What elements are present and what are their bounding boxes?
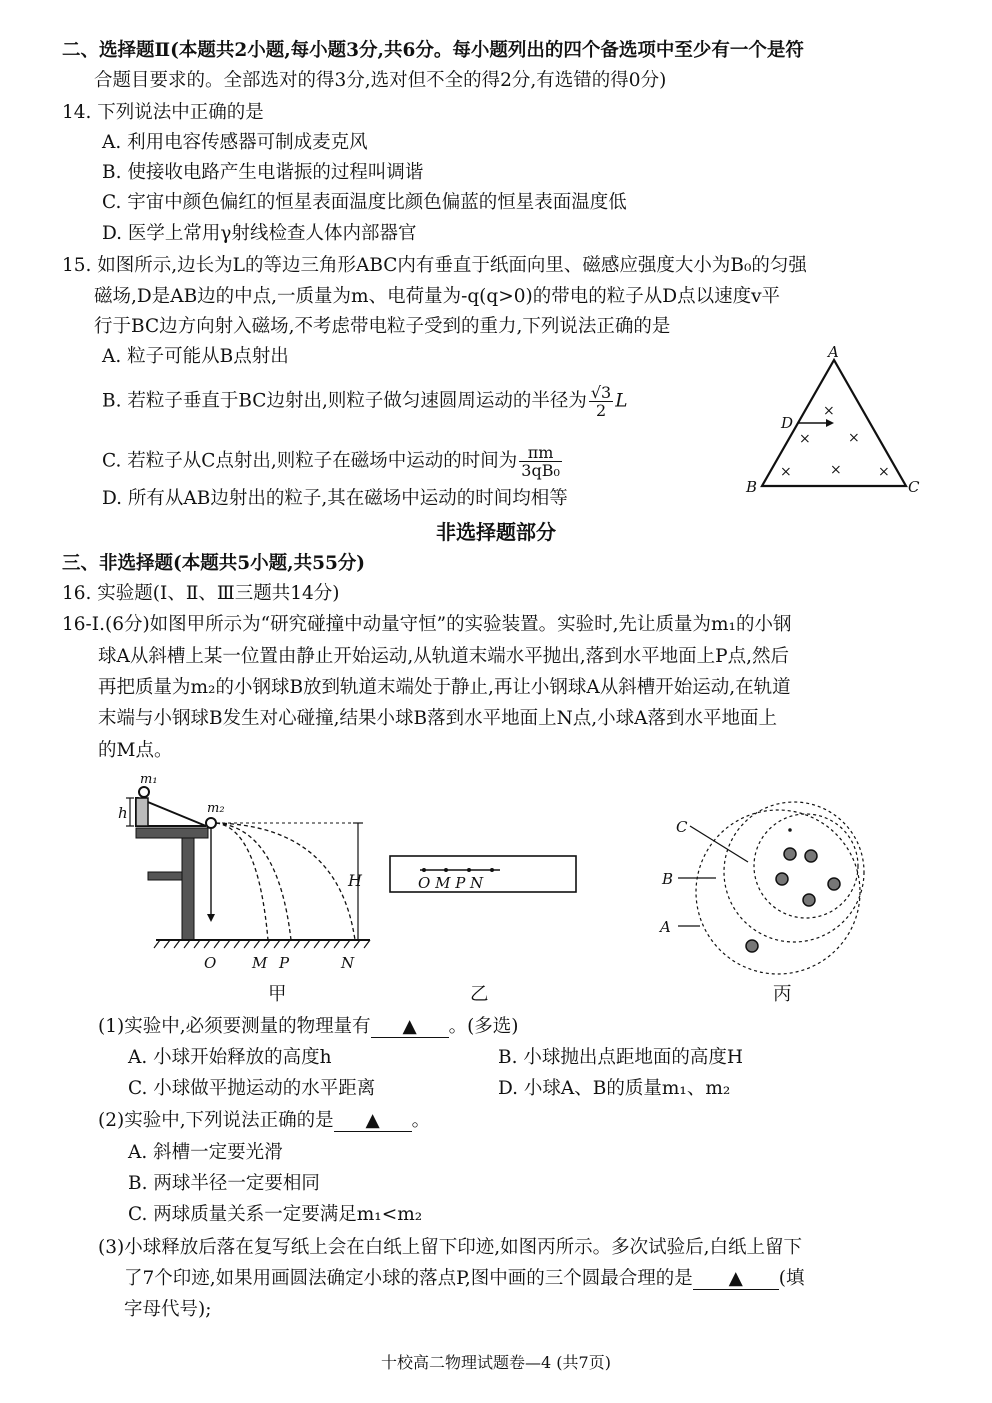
trajectory-p	[216, 823, 291, 940]
label-circle-b: B	[662, 870, 674, 888]
q16-sub2-suffix: 。	[411, 1110, 431, 1131]
triangle-figure	[740, 342, 930, 502]
section2-line2: 合题目要求的。全部选对的得3分,选对但不全的得2分,有选错的得0分)	[94, 70, 667, 91]
q16-para-line1: 16-Ⅰ.(6分)如图甲所示为“研究碰撞中动量守恒”的实验装置。实验时,先让质量为m₁的小钢	[62, 614, 792, 635]
q16-sub2-option-a: A. 斜槽一定要光滑	[128, 1142, 283, 1163]
section3-text: 三、非选择题(本题共5小题,共55分)	[62, 553, 366, 574]
q16-sub1-suffix: 。(多选)	[448, 1016, 519, 1037]
label-m1: m₁	[140, 772, 158, 787]
q16-sub3-suffix: (填	[778, 1268, 805, 1289]
answer-blank-3[interactable]: ▲	[693, 1269, 779, 1290]
q16-sub2-text: (2)实验中,下列说法正确的是	[98, 1110, 334, 1131]
fig-label-b: B	[746, 478, 758, 496]
q15-option-b-suffix: L	[615, 390, 628, 412]
q15-option-b-text: B. 若粒子垂直于BC边射出,则粒子做匀速圆周运动的半径为	[102, 390, 587, 412]
q16-sub1-option-b: B. 小球抛出点距地面的高度H	[498, 1047, 743, 1068]
field-cross: ×	[848, 430, 860, 446]
q16-sub1-text: (1)实验中,必须要测量的物理量有	[98, 1016, 371, 1037]
field-cross: ×	[878, 464, 890, 480]
label-circle-c: C	[676, 818, 688, 836]
q15-option-a: A. 粒子可能从B点射出	[102, 346, 289, 367]
fig-label-d: D	[781, 414, 794, 432]
field-cross: ×	[830, 462, 842, 478]
q16-para-line4: 末端与小钢球B发生对心碰撞,结果小球B落到水平地面上N点,小球A落到水平地面上	[98, 708, 778, 729]
q16-sub3-line3: 字母代号);	[124, 1299, 212, 1320]
q16-sub1	[98, 1014, 519, 1040]
q16-para-line3: 再把质量为m₂的小钢球B放到轨道末端处于静止,再让小钢球A从斜槽开始运动,在轨道	[98, 677, 791, 698]
fig-label-a: A	[828, 343, 839, 361]
part-title: 非选择题部分	[436, 520, 556, 544]
q14-option-a: A. 利用电容传感器可制成麦克风	[102, 132, 368, 153]
q16-sub3-text: 了7个印迹,如果用画圆法确定小球的落点P,图中画的三个圆最合理的是	[124, 1268, 693, 1289]
ball-m2	[206, 818, 216, 828]
q16-sub2	[98, 1108, 430, 1134]
answer-blank-2[interactable]: ▲	[334, 1111, 412, 1132]
q15-option-c	[102, 444, 564, 479]
caption-bing: 丙	[773, 984, 792, 1005]
figure-jia-apparatus	[108, 768, 378, 978]
q16-title: 16. 实验题(Ⅰ、Ⅱ、Ⅲ三题共14分)	[62, 583, 340, 604]
field-cross: ×	[799, 431, 811, 447]
figure-bing-circles	[656, 792, 886, 982]
q15-option-b	[102, 384, 628, 419]
trajectory-n	[216, 823, 355, 940]
label-m2: m₂	[207, 801, 225, 816]
fig-label-c: C	[908, 478, 920, 496]
q15-line3: 行于BC边方向射入磁场,不考虑带电粒子受到的重力,下列说法正确的是	[94, 316, 671, 337]
q15-option-c-numerator: πm	[519, 444, 562, 462]
q16-sub1-option-d: D. 小球A、B的质量m₁、m₂	[498, 1078, 731, 1099]
q16-sub2-option-c: C. 两球质量关系一定要满足m₁<m₂	[128, 1204, 423, 1225]
table-clamp	[148, 872, 182, 880]
ground-hatch	[154, 940, 370, 948]
q15-option-c-fraction	[519, 444, 562, 479]
field-cross: ×	[780, 464, 792, 480]
answer-blank-1[interactable]: ▲	[371, 1017, 449, 1038]
q15-option-b-denominator: 2	[595, 401, 607, 420]
table-top	[136, 828, 208, 838]
q15-line2: 磁场,D是AB边的中点,一质量为m、电荷量为-q(q>0)的带电的粒子从D点以速度v平	[94, 286, 781, 307]
paper-labels: O M P N	[418, 874, 484, 892]
ramp-support	[136, 798, 148, 826]
q16-sub1-option-c: C. 小球做平抛运动的水平距离	[128, 1078, 376, 1099]
q15-option-b-fraction	[589, 384, 613, 419]
q15-option-b-numerator: √3	[590, 383, 612, 402]
pointer-c	[690, 826, 748, 862]
q16-sub1-option-a: A. 小球开始释放的高度h	[128, 1047, 332, 1068]
q16-para-line2: 球A从斜槽上某一位置由静止开始运动,从轨道末端水平抛出,落到水平地面上P点,然后	[98, 646, 789, 667]
section2-line1: 二、选择题Ⅱ(本题共2小题,每小题3分,共6分。每小题列出的四个备选项中至少有一个是符	[62, 40, 804, 61]
section3-heading	[62, 551, 365, 577]
table-leg	[182, 838, 194, 940]
label-N: N	[341, 954, 355, 972]
q14-option-b: B. 使接收电路产生电谐振的过程叫调谐	[102, 162, 424, 183]
page-footer: 十校高二物理试题卷—4 (共7页)	[381, 1353, 611, 1372]
q14-stem: 14. 下列说法中正确的是	[62, 102, 264, 123]
q14-option-d: D. 医学上常用γ射线检查人体内部器官	[102, 223, 417, 244]
label-P: P	[279, 954, 290, 972]
label-M: M	[252, 954, 268, 972]
caption-jia: 甲	[268, 984, 287, 1005]
label-H: H	[348, 871, 362, 890]
q16-sub2-option-b: B. 两球半径一定要相同	[128, 1173, 320, 1194]
figure-yi-paper	[388, 854, 580, 896]
velocity-arrowhead	[826, 419, 834, 427]
caption-yi: 乙	[470, 984, 489, 1005]
trajectory-m	[216, 823, 268, 940]
field-cross: ×	[823, 403, 835, 419]
ball-m1	[139, 787, 149, 797]
circle-a	[696, 810, 860, 974]
q15-line1: 15. 如图所示,边长为L的等边三角形ABC内有垂直于纸面向里、磁感应强度大小为B₀的匀强	[62, 255, 807, 276]
q14-option-c: C. 宇宙中颜色偏红的恒星表面温度比颜色偏蓝的恒星表面温度低	[102, 192, 627, 213]
q16-para-line5: 的M点。	[98, 740, 173, 761]
q15-option-d: D. 所有从AB边射出的粒子,其在磁场中运动的时间均相等	[102, 488, 568, 509]
label-circle-a: A	[660, 918, 671, 936]
label-h: h	[118, 804, 128, 822]
q16-sub3-line2	[124, 1266, 804, 1292]
q15-option-c-text: C. 若粒子从C点射出,则粒子在磁场中运动的时间为	[102, 450, 518, 472]
label-O: O	[204, 954, 217, 972]
q15-option-c-denominator: 3qB₀	[521, 461, 560, 480]
q16-sub3-line1: (3)小球释放后落在复写纸上会在白纸上留下印迹,如图丙所示。多次试验后,白纸上留下	[98, 1237, 802, 1258]
circle-b	[724, 802, 864, 942]
